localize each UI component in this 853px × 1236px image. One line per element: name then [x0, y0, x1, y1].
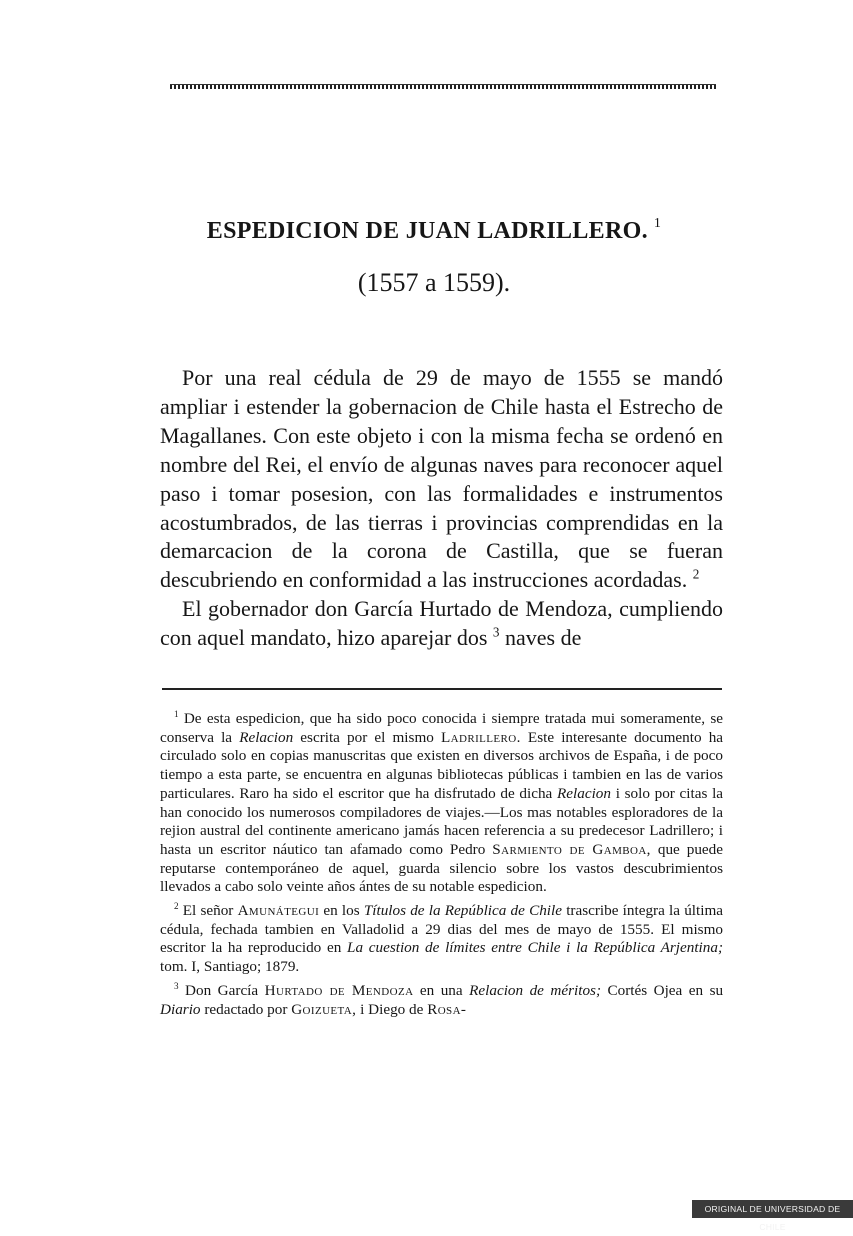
main-text: [160, 364, 723, 653]
footnote-3-text: Cortés Ojea en su: [607, 981, 724, 999]
paragraph-2: [160, 595, 723, 653]
library-watermark: ORIGINAL DE UNIVERSIDAD DE CHILE: [692, 1200, 853, 1218]
ornamental-top-rule: [170, 84, 716, 89]
footnote-1-smallcaps: Ladrillero.: [440, 728, 521, 746]
footnote-1-text: Este interesante documento ha circulado solo en copias manuscritas que existen en diversos archivos de España, i de poco tiempo a esta parte, se encuentra en algunas bibliotecas públicas i tambien en las de varios particulares. Raro ha sido el escritor que ha disfrutado de dicha: [160, 728, 724, 802]
footnote-1-italic: Relacion: [239, 728, 294, 746]
footnote-2-number: 2: [174, 900, 179, 911]
footnote-3-text: redactado por: [204, 1000, 288, 1018]
footnote-2-text: tom. I, Santiago; 1879.: [160, 958, 300, 976]
chapter-dates: (1557 a 1559).: [357, 268, 511, 297]
footnote-3-smallcaps: Goizueta,: [291, 1000, 357, 1018]
footnote-separator: [162, 688, 722, 690]
footnote-1-italic: Relacion: [557, 784, 611, 802]
footnote-2-smallcaps: Amunátegui: [237, 902, 320, 920]
footnote-1: [160, 710, 723, 897]
footnote-3-italic: Relacion de méritos;: [469, 981, 602, 999]
footnote-1-text: De esta espedicion, que ha sido poco conocida i siempre tratada mui someramente, se conserva la: [160, 710, 724, 746]
footnote-1-text: que puede reputarse contemporáneo de aquel, guarda silencio sobre los vastos descubrimientos llevados a cabo solo veinte años ántes de su notable espedicion.: [160, 840, 724, 896]
footnote-3: [160, 982, 723, 1019]
footnote-3-smallcaps: Rosa-: [427, 1000, 467, 1018]
footnote-2-text: en los: [323, 902, 360, 920]
footnote-ref-2: 2: [692, 567, 700, 583]
footnote-2-italic: La cuestion de límites entre Chile i la República Arjentina;: [347, 939, 724, 957]
footnotes: [160, 710, 723, 1024]
paragraph-2-text-end: naves de: [505, 625, 582, 651]
footnote-1-smallcaps: Sarmiento de Gamboa,: [492, 840, 651, 858]
paragraph-1: [160, 364, 723, 595]
chapter-title: [0, 218, 853, 245]
footnote-3-text: Don García: [185, 981, 259, 999]
footnote-1-text: escrita por el mismo: [300, 728, 434, 746]
footnote-2-italic: Títulos de la República de Chile: [363, 902, 562, 920]
footnote-2: [160, 902, 723, 977]
footnote-3-text: en una: [419, 981, 463, 999]
footnote-1-number: 1: [174, 708, 179, 719]
footnote-2-text: El señor: [182, 902, 234, 920]
title-footnote-ref: 1: [653, 216, 662, 231]
footnote-2-text: trascribe íntegra la última cédula, fechada tambien en Valladolid a 29 dias del mes de mayo de 1555. El mismo escritor la ha reproducido en: [160, 902, 724, 957]
footnote-3-text: i Diego de: [360, 1000, 424, 1018]
footnote-3-number: 3: [174, 980, 179, 991]
paragraph-2-text: El gobernador don García Hurtado de Mendoza, cumpliendo con aquel mandato, hizo aparejar dos: [160, 596, 723, 651]
paragraph-1-text: Por una real cédula de 29 de mayo de 1555 se mandó ampliar i estender la gobernacion de Chile hasta el Estrecho de Magallanes. Con este objeto i con la misma fecha se ordenó en nombre del Rei, el envío de algunas naves para reconocer aquel paso i tomar posesion, con las formalidades e instrumentos acostumbrados, de las tierras i provincias comprendidas en la demarcacion de la corona de Castilla, que se fueran descubriendo en conformidad a las instrucciones acordadas.: [160, 365, 723, 593]
footnote-3-italic: Diario: [160, 1000, 201, 1018]
chapter-title-text: ESPEDICION DE JUAN LADRILLERO.: [206, 218, 648, 244]
footnote-ref-3: 3: [492, 624, 500, 640]
footnote-3-smallcaps: Hurtado de Mendoza: [264, 981, 414, 999]
footnote-1-text: i solo por citas la han conocido los numerosos compiladores de viajes.—Los mas notables esploradores de la rejion austral del continente americano jamás hacen referencia a su predecesor Ladrillero; i hasta un escritor náutico tan afamado como Pedro: [160, 784, 724, 858]
